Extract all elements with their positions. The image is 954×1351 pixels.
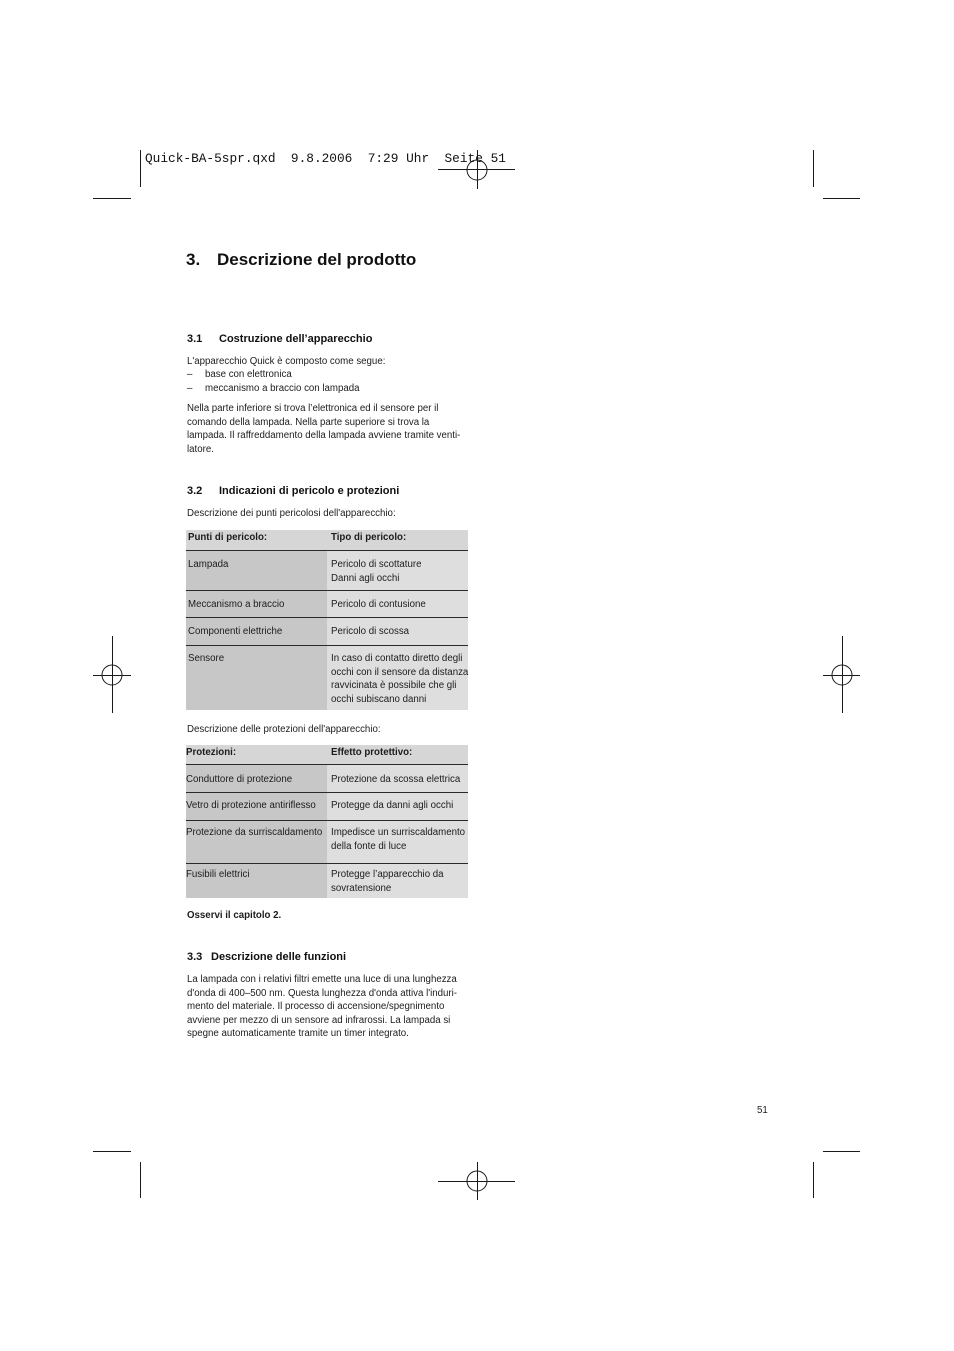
cell-line: In caso di contatto diretto degli xyxy=(331,653,463,664)
page-number: 51 xyxy=(757,1105,768,1116)
table-row xyxy=(186,645,468,710)
table-row xyxy=(186,590,468,617)
table-row xyxy=(186,820,468,863)
cell-line: Pericolo di contusione xyxy=(331,599,426,610)
table-cell xyxy=(327,864,468,898)
section-title: Indicazioni di pericolo e protezioni xyxy=(219,485,400,497)
table-cell xyxy=(186,618,327,645)
paragraph-line: avviene per mezzo di un sensore ad infrarossi. La lampada si xyxy=(187,1014,451,1026)
list-dash: – xyxy=(187,369,193,380)
table-cell xyxy=(186,765,327,792)
section-heading-3-2 xyxy=(187,484,487,498)
table-cell xyxy=(327,618,468,645)
section-intro: L'apparecchio Quick è composto come segue: xyxy=(187,356,386,367)
hazards-intro: Descrizione dei punti pericolosi dell'apparecchio: xyxy=(187,508,396,519)
protections-table xyxy=(186,745,468,898)
cell-line: occhi con il sensore da distanza xyxy=(331,666,469,678)
paragraph-line: latore. xyxy=(187,443,214,455)
table-row xyxy=(186,764,468,792)
section-heading-3-3 xyxy=(187,950,487,964)
cell-line: Protegge da danni agli occhi xyxy=(331,800,454,811)
table-cell xyxy=(186,591,327,617)
cell-line: Pericolo di scossa xyxy=(331,626,410,637)
section-title: Descrizione delle funzioni xyxy=(211,951,347,963)
cell-line: Protegge l’apparecchio da xyxy=(331,869,444,880)
table-cell xyxy=(186,646,327,710)
section-heading-3-1 xyxy=(187,332,487,346)
table-header-row xyxy=(186,530,468,550)
cell-line: Conduttore di protezione xyxy=(186,774,293,785)
section-paragraph xyxy=(187,973,457,1041)
paragraph-line: lampada. Il raffreddamento della lampada avviene tramite venti- xyxy=(187,430,461,441)
section-paragraph xyxy=(187,402,460,456)
protections-intro: Descrizione delle protezioni dell'apparecchio: xyxy=(187,724,381,735)
cell-line: Meccanismo a braccio xyxy=(188,599,285,610)
table-cell xyxy=(327,646,468,710)
table-row xyxy=(186,550,468,590)
paragraph-line: spegne automaticamente tramite un timer integrato. xyxy=(187,1028,409,1039)
chapter-title: Descrizione del prodotto xyxy=(217,250,417,269)
table-row xyxy=(186,617,468,645)
table-header-cell: Effetto protettivo: xyxy=(327,745,468,764)
table-cell xyxy=(327,551,468,590)
table-row xyxy=(186,863,468,898)
table-header-cell: Tipo di pericolo: xyxy=(327,530,468,550)
cell-line: Sensore xyxy=(188,653,225,664)
table-cell xyxy=(327,765,468,792)
cell-line: ravvicinata è possibile che gli xyxy=(331,680,457,691)
cell-line: della fonte di luce xyxy=(331,840,407,852)
table-cell xyxy=(327,821,468,863)
file-slug-line: Quick-BA-5spr.qxd 9.8.2006 7:29 Uhr Seite 51 xyxy=(145,151,506,166)
cell-line: Lampada xyxy=(188,559,229,570)
chapter-reference-note: Osservi il capitolo 2. xyxy=(187,910,282,921)
cell-line: Danni agli occhi xyxy=(331,572,400,584)
paragraph-line: mento del materiale. Il processo di accensione/spegnimento xyxy=(187,1001,445,1012)
cell-line: Pericolo di scottature xyxy=(331,559,422,570)
table-row xyxy=(186,792,468,820)
cell-line: Componenti elettriche xyxy=(188,626,283,637)
table-cell xyxy=(186,864,327,898)
table-cell xyxy=(186,551,327,590)
table-cell xyxy=(186,821,327,863)
table-cell xyxy=(327,793,468,820)
cell-line: sovratensione xyxy=(331,882,392,894)
paragraph-line: comando della lampada. Nella parte superiore si trova la xyxy=(187,416,430,428)
paragraph-line: La lampada con i relativi filtri emette una luce di una lunghezza xyxy=(187,974,457,985)
list-item-text: base con elettronica xyxy=(205,369,292,380)
cell-line: Protezione da scossa elettrica xyxy=(331,774,461,785)
table-header-cell: Punti di pericolo: xyxy=(186,530,327,550)
section-number: 3.2 xyxy=(187,485,203,497)
cell-line: Vetro di protezione antiriflesso xyxy=(186,800,316,811)
paragraph-line: d'onda di 400–500 nm. Questa lunghezza d'onda attiva l'induri- xyxy=(187,987,457,999)
cell-line: occhi subiscano danni xyxy=(331,693,427,705)
paragraph-line: Nella parte inferiore si trova l’elettronica ed il sensore per il xyxy=(187,403,439,414)
chapter-number: 3. xyxy=(186,250,201,269)
cell-line: Impedisce un surriscaldamento xyxy=(331,827,466,838)
list-dash: – xyxy=(187,383,193,394)
cell-line: Protezione da surriscaldamento xyxy=(186,827,323,838)
table-cell xyxy=(327,591,468,617)
table-header-row xyxy=(186,745,468,764)
hazards-table xyxy=(186,530,468,710)
cell-line: Fusibili elettrici xyxy=(186,869,250,880)
table-cell xyxy=(186,793,327,820)
section-title: Costruzione dell’apparecchio xyxy=(219,333,373,345)
list-item-text: meccanismo a braccio con lampada xyxy=(205,383,360,394)
table-header-cell: Protezioni: xyxy=(186,745,327,764)
section-number: 3.3 xyxy=(187,951,203,963)
section-number: 3.1 xyxy=(187,333,203,345)
